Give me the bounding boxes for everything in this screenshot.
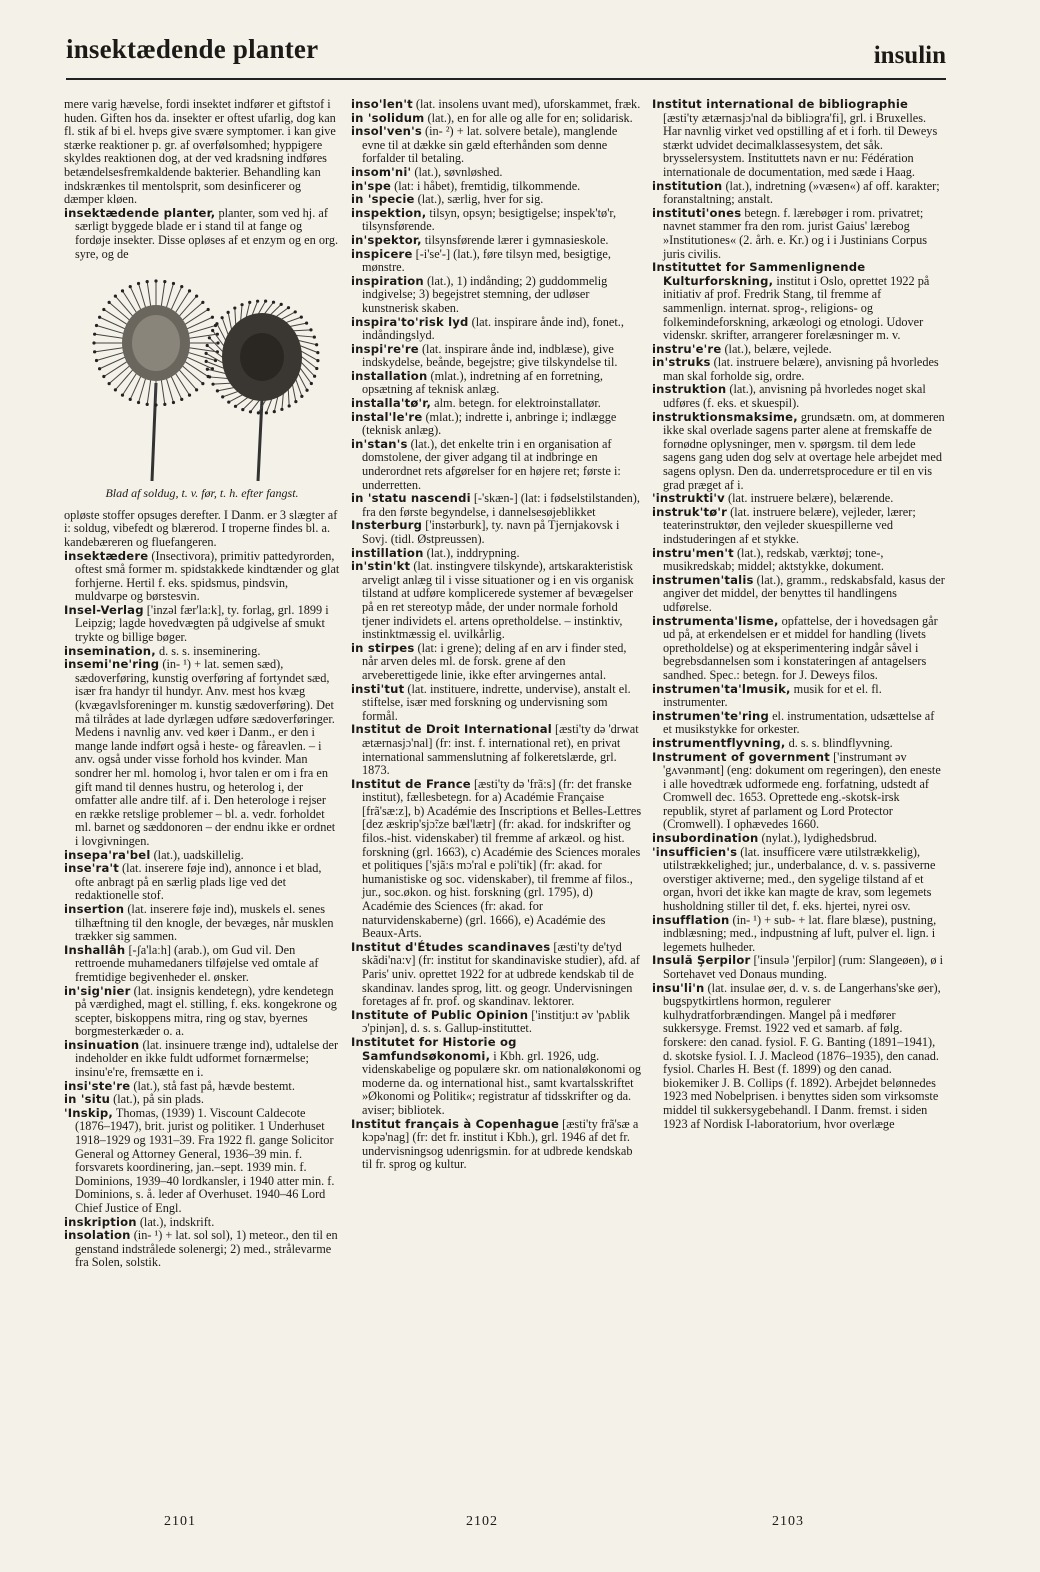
entry-text: [æsti'ty də 'drwat ætærnasjɔ'nal] (fr: inst. f. international ret), en privat international sammenslutning af folkeretslærde, grl. 1873.	[362, 722, 639, 778]
dictionary-entry	[652, 383, 946, 410]
entry-headword: in'sig'nier	[64, 983, 131, 998]
entry-text: d. s. s. inseminering.	[155, 643, 261, 658]
running-head-left: insektædende planter	[66, 34, 319, 64]
entry-headword: insubordination	[652, 831, 759, 846]
dictionary-entry	[652, 492, 946, 506]
entry-headword: insinuation	[64, 1037, 140, 1052]
entry-headword: 'Inskip,	[64, 1105, 114, 1120]
dictionary-entry	[351, 343, 643, 370]
entry-text: mere varig hævelse, fordi insektet indfører et giftstof i huden. Giften hos da. insekter er oftest ufarlig, dog kan fl. stik af bi el. hveps give svære symptomer. i kan give stærke reaktioner p. gr. af overfølsomhed; hyppigere skyldes reaktionen dog, at der ved kradsning indføres betændelsesfremkaldende bakterier. Behandling kan indskrænkes til mentolsprit, som desinficerer og dæmper kløen.	[64, 98, 336, 207]
entry-headword: Insulă Şerpilor	[652, 953, 751, 968]
entry-headword: insi'ste're	[64, 1078, 131, 1093]
dictionary-entry	[64, 985, 340, 1039]
dictionary-entry	[351, 98, 643, 112]
entry-text: (lat.), særlig, hver for sig.	[414, 192, 544, 207]
entry-text: [-ʃa'laːh] (arab.), om Gud vil. Den rettroende muhamedaners tilføjelse ved omtale af fremtidige begivenheder el. ønsker.	[75, 942, 319, 984]
page-number-center: 2102	[466, 1514, 498, 1529]
entry-text: opløste stoffer opsuges derefter. I Danm. er 3 slægter af i: soldug, vibefedt og blærerod. I troperne findes bl. a. kandebæreren og fluefangeren.	[64, 507, 338, 549]
entry-headword: Institute of Public Opinion	[351, 1007, 529, 1022]
dictionary-entry	[64, 604, 340, 645]
dictionary-entry	[351, 723, 643, 777]
entry-text: (lat.), indretning (»væsen«) af off. karakter; foranstaltning; anstalt.	[663, 178, 940, 207]
dictionary-entry	[652, 954, 946, 981]
dictionary-entry	[351, 1036, 643, 1118]
dictionary-entry	[652, 832, 946, 846]
dictionary-entry	[64, 903, 340, 944]
entry-text: ['institju:t əv 'pʌblik ɔ'pinjən], d. s. s. Gallup-instituttet.	[362, 1007, 630, 1036]
dictionary-entry	[64, 1107, 340, 1216]
entry-text: (lat.), på sin plads.	[110, 1092, 205, 1107]
dictionary-entry	[351, 683, 643, 724]
entry-text: (lat.), uadskillelig.	[150, 847, 244, 862]
entry-text: (lat. insufficere være utilstrækkelig), utilstrækkelighed; jur., underbalance, d. v. s. passiverne overstiger aktiverne; med., den sygelige tilstand af et organ, hvori det ikke kan magte de krav, som legemets husholdning stiller til det, f. eks. hjertei, nyrei osv.	[663, 844, 936, 914]
dictionary-entry	[64, 98, 340, 207]
entry-text: tilsynsførende lærer i gymnasieskole.	[421, 232, 609, 247]
dictionary-entry	[652, 710, 946, 737]
entry-headword: insertion	[64, 901, 125, 916]
entry-text: (in- ²) + lat. solvere betale), manglende evne til at dække sin gæld efterhånden som denne forfalder til betaling.	[362, 124, 618, 166]
dictionary-entry	[64, 658, 340, 848]
dictionary-entry	[351, 438, 643, 492]
column-2	[351, 98, 643, 1498]
entry-headword: Institut international de bibliographie	[652, 98, 909, 111]
dictionary-entry	[652, 914, 946, 955]
dictionary-entry	[351, 234, 643, 248]
dictionary-entry	[64, 509, 340, 550]
entry-text: ['insulə 'ʃerpilor] (rum: Slangeøen), ø i Sortehavet ved Donaus munding.	[663, 953, 944, 981]
entry-text: (mlat.), indretning af en forretning, opsætning af teknisk anlæg.	[362, 368, 603, 397]
entry-text: (lat. insinuere trænge ind), udtalelse der indeholder en ikke fuldt udformet fornærmelse; insinu'e're, fremsætte en i.	[75, 1037, 339, 1080]
entry-headword: insektædere	[64, 548, 149, 563]
entry-text: (in- ¹) + sub- + lat. flare blæse), pustning, indblæsning; med., indpustning af luft, pulver el. lign. i legemets hulheder.	[663, 912, 937, 954]
dictionary-entry	[64, 862, 340, 903]
entry-text: (in- ¹) + lat. semen sæd), sædoverføring, kunstig overføring af fortyndet sæd, især fra handyr til hundyr. Anv. mest hos kvæg (kvægavlsforeninger m. kunstig sædoverføring). Det må tilrådes at lade dyrlægen udføre sædoverføringer. Medens i navnlig anv. ved køer i Danm., er den i mange lande indført også i heste- og fåreavlen. – i anv. også under visse forhold hos kvinder. Man sondrer her ml. homolog i, hvor talen er om i fra en gift mand til dennes hustru, og heterolog i, der omfatter alle andre tilf. af i. Den heterologe i rejser en række retslige problemer – bl. a. vedr. forholdet ml. barnet og sæddonoren – der endnu ikke er ordnet i lovgivningen.	[75, 657, 336, 848]
dictionary-entry	[652, 846, 946, 914]
entry-headword: 'insufficien's	[652, 844, 738, 859]
entry-headword: in 'specie	[351, 192, 415, 207]
entry-text: [æsti'ty de'tyd skãdi'na:v] (fr: institut for skandinaviske studier), afd. af Paris' univ. oprettet 1922 for at udbrede kendskab til de skandinav. landes sprog, litt. og geogr. Undervisningen foretages af fr. prof. og skandinav. lektorer.	[362, 939, 640, 1009]
entry-headword: instruktionsmaksime,	[652, 409, 798, 424]
dictionary-entry	[64, 944, 340, 985]
entry-text: (lat. inspirare ånde ind), fonet., indåndingslyd.	[362, 314, 624, 343]
entry-headword: Institut d'Études scandinaves	[351, 939, 551, 954]
entry-text: (lat.), belære, vejlede.	[721, 341, 832, 356]
entry-headword: instrumentflyvning,	[652, 735, 786, 750]
entry-headword: inspicere	[351, 246, 413, 261]
dictionary-entry	[351, 316, 643, 343]
column-3	[652, 98, 946, 1498]
entry-headword: inspektion,	[351, 205, 427, 220]
entry-headword: instrumen'talis	[652, 572, 754, 587]
dictionary-entry	[351, 397, 643, 411]
entry-headword: Instrument of government	[652, 749, 830, 764]
entry-text: (lat.), gramm., redskabsfald, kasus der angiver det middel, der benyttes til handlingens udførelse.	[663, 572, 945, 614]
dictionary-entry	[351, 248, 643, 275]
running-head-right: insulin	[873, 42, 946, 69]
entry-text: (lat. inspirare ånde ind, indblæse), give indskydelse, beånde, begejstre; give tilskyndelse til.	[362, 341, 618, 370]
entry-headword: in'struks	[652, 355, 711, 370]
entry-text: tilsyn, opsyn; besigtigelse; inspek'tø'r, tilsynsførende.	[362, 205, 617, 234]
entry-text: [æsti'ty ætærnasjɔ'nal də bibliɔgra'fi], grl. i Bruxelles. Har navnlig virket ved opstilling af et i forh. til Deweys stærkt udvidet decimalklassesystem, det såk. brysselersystem. Instituttets navn er nu: Fédération internationale de documentation, med sæde i Haag.	[663, 110, 938, 179]
entry-headword: inso'len't	[351, 98, 413, 111]
dictionary-entry	[351, 519, 643, 546]
entry-text: (lat.), det enkelte trin i en organisation af domstolene, der giver adgang til at indbringe en underordnet rets afgørelser for en højere ret; første i: underretten.	[362, 436, 621, 492]
entry-text: (lat. instruere belære), vejleder, lærer; teaterinstruktør, den vejleder skuespillerne ved indstuderingen af et stykke.	[663, 504, 916, 546]
entry-headword: in'stin'kt	[351, 559, 411, 574]
dictionary-entry	[351, 193, 643, 207]
page-number-left: 2101	[164, 1514, 196, 1529]
entry-headword: insemi'ne'ring	[64, 657, 160, 672]
entry-headword: insom'ni'	[351, 164, 412, 179]
entry-headword: Inshallâh	[64, 942, 126, 957]
dictionary-entry	[652, 683, 946, 710]
entry-text: (mlat.); indrette i, anbringe i; indlægge (teknisk anlæg).	[362, 409, 617, 438]
entry-text: institut i Oslo, oprettet 1922 på initiativ af prof. Fredrik Stang, til fremme af sammenlign. internat. sprog-, religions- og folkemindeforskning, arkæologi og etnologi. Udover videnskr. skrifter, arrangerer forelæsninger m. v.	[663, 273, 930, 343]
entry-headword: instrumen'te'ring	[652, 708, 769, 723]
entry-headword: installa'tø'r,	[351, 396, 432, 411]
entry-text: (lat. instingvere tilskynde), artskarakteristisk arveligt anlæg til i visse situationer og i en vis organisk tilstand at udføre komplicerede systemer af bevægelser på en ret stereotyp måde, der under normale forhold tjener individets el. artens opretholdelse. – instinktiv, instinktmæssig el. uvilkårlig.	[362, 559, 634, 642]
entry-headword: instal'le're	[351, 409, 423, 424]
entry-text: [æsti'ty də 'frã:s] (fr: det franske institut), fællesbetegn. for a) Académie Française [frã'sæ:z], b) Académie des Inscriptions et Belles-Lettres [dez æskrip'sjɔ̃:ze bæl'lætr] (fr: akad. for indskrifter og filos.-hist. videnskaber) til fremme af arkæol. og hist. forskning (grl. 1663), c) Académie des Sciences morales et politiques ['sjã:s mɔ'ral e pɔli'tik] (fr: akad. for humanistiske og soc. videnskaber), til fremme af filos., jur., soc.økon. og hist. forskning (grl. 1795), d) Académie des Sciences (fr: akad. for naturvidenskaberne) (grl. 1666), e) Académie des Beaux-Arts.	[362, 776, 642, 941]
figure-caption: Blad af soldug, t. v. før, t. h. efter fangst.	[105, 486, 299, 501]
entry-text: (lat.), stå fast på, hævde bestemt.	[130, 1078, 295, 1093]
dictionary-entry	[652, 751, 946, 833]
entry-text: (lat. insignis kendetegn), ydre kendetegn på værdighed, magt el. stilling, f. eks. kongekrone og scepter, biskoppens mitra, ring og stav, byernes borgmesterkæder o. a.	[75, 983, 337, 1039]
dictionary-entry	[351, 411, 643, 438]
entry-headword: instru'e're	[652, 341, 722, 356]
entry-headword: inspiration	[351, 273, 424, 288]
dictionary-entry	[652, 982, 946, 1132]
entry-headword: installation	[351, 368, 428, 383]
entry-text: i Kbh. grl. 1926, udg. videnskabelige og populære skr. om nationaløkonomi og moderne da. og international hist., samt kvartalsskriftet »Økonomi og Politik«; registratur af tidsskrifter og da. aviser; bibliotek.	[362, 1048, 642, 1117]
entry-headword: inskription	[64, 1214, 137, 1229]
dictionary-entry	[652, 411, 946, 493]
entry-headword: instru'men't	[652, 545, 734, 560]
dictionary-entry	[351, 778, 643, 941]
dictionary-entry	[652, 547, 946, 574]
dictionary-entry	[652, 207, 946, 261]
entry-headword: in 'statu nascendi	[351, 491, 471, 506]
entry-text: (lat. instruere belære), anvisning på hvorledes man skal forholde sig, ordre.	[663, 355, 939, 383]
dictionary-entry	[64, 207, 340, 261]
dictionary-entry	[64, 849, 340, 863]
entry-text: grundsætn. om, at dommeren ikke skal overlade sagens parter alene at fremskaffe de fornødne oplysninger, men v. spørgsm. til dem lede sagens gang uden dog selv at overtage hele arbejdet med sagens oplysn. Den da. underretsprocedure er til en vis grad præget af i.	[663, 409, 945, 492]
entry-headword: insufflation	[652, 912, 730, 927]
entry-text: (lat.), redskab, værktøj; tone-, musikredskab; middel; aktstykke, dokument.	[663, 545, 884, 574]
entry-text: (lat.), inddrypning.	[423, 545, 520, 560]
entry-text: (lat.), 1) indånding; 2) guddommelig indgivelse; 3) begejstret stemning, der udløser kunstnerisk skaben.	[362, 273, 608, 315]
entry-text: (Insectivora), primitiv pattedyrorden, oftest små former m. spidstakkede kindtænder og glat forhjerne. Hertil f. eks. spidsmus, pindsvin, muldvarpe og børstesvin.	[75, 548, 340, 604]
entry-text: alm. betegn. for elektroinstallatør.	[431, 396, 601, 411]
entry-text: (lat. inserere føje ind), muskels el. senes tilhæftning til den knogle, der bevæges, når musklen trækker sig sammen.	[75, 901, 334, 944]
sundew-leaf-after	[205, 300, 320, 481]
entry-text: (lat: i håbet), fremtidig, tilkommende.	[391, 178, 581, 193]
entry-text: betegn. f. lærebøger i rom. privatret; navnet stammer fra den rom. jurist Gaius' lærebog »Institutiones« (2. årh. e. Kr.) og i i Justinians Corpus juris civilis.	[663, 205, 928, 261]
entry-text: (lat. instituere, indrette, undervise), anstalt el. stiftelse, især med forskning og undervisning som formål.	[362, 681, 631, 723]
entry-text: ['instərburk], ty. navn på Tjernjakovsk i Sovj. (tidl. Østpreussen).	[362, 518, 620, 546]
entry-text: (lat.), en for alle og alle for en; solidarisk.	[424, 110, 633, 125]
entry-headword: instruk'tø'r	[652, 504, 728, 519]
dictionary-entry	[351, 941, 643, 1009]
entry-headword: instituti'ones	[652, 205, 742, 220]
dictionary-entry	[351, 207, 643, 234]
dictionary-entry	[652, 180, 946, 207]
entry-headword: insemination,	[64, 643, 156, 658]
dictionary-entry	[351, 1009, 643, 1036]
entry-text: (lat. inserere føje ind), annonce i et blad, ofte anbragt på en særlig plads lige ved det redaktionelle stof.	[75, 861, 322, 903]
dictionary-entry	[64, 1216, 340, 1230]
dictionary-entry	[652, 261, 946, 343]
entry-text: ['inzəl fær'la:k], ty. forlag, grl. 1899 i Leipzig; lagde hovedvægten på udgivelse af smukt trykte og billige bøger.	[75, 602, 329, 645]
dictionary-entry	[64, 1229, 340, 1270]
entry-text: [-'skæn-] (lat: i fødselstilstanden), fra den første begyndelse, i dannelsesøjeblikket	[362, 491, 640, 519]
entry-headword: Insel-Verlag	[64, 602, 144, 617]
entry-headword: in stirpes	[351, 640, 415, 655]
dictionary-entry	[64, 645, 340, 659]
dictionary-entry	[351, 112, 643, 126]
dictionary-entry	[351, 275, 643, 316]
entry-headword: inspira'to'risk lyd	[351, 314, 469, 329]
entry-text: planter, som ved hj. af særligt byggede blade er i stand til at fange og fordøje insekter. Disse opløses af et enzym og en org. syre, og de	[75, 205, 339, 261]
dictionary-entry	[351, 1118, 643, 1172]
dictionary-entry	[351, 370, 643, 397]
dictionary-entry	[652, 615, 946, 683]
entry-headword: insti'tut	[351, 681, 405, 696]
entry-headword: in 'situ	[64, 1092, 111, 1107]
entry-headword: in'spektor,	[351, 232, 422, 247]
running-header	[66, 34, 946, 80]
dictionary-entry	[351, 560, 643, 642]
entry-headword: insepa'ra'bel	[64, 847, 151, 862]
entry-headword: institution	[652, 178, 723, 193]
entry-headword: Insterburg	[351, 518, 423, 533]
sundew-leaf-before	[92, 280, 219, 482]
entry-text: (lat.), anvisning på hvorledes noget skal udføres (f. eks. et skuespil).	[663, 382, 926, 411]
dictionary-entry	[351, 547, 643, 561]
dictionary-entry	[351, 492, 643, 519]
entry-text: el. instrumentation, udsættelse af et musikstykke for orkester.	[663, 708, 935, 737]
entry-headword: Institutet for Historie og Samfundsøkonomi,	[351, 1034, 517, 1063]
entry-headword: Institut de France	[351, 776, 471, 791]
entry-headword: instrumenta'lisme,	[652, 613, 779, 628]
entry-text: [æsti'ty frã'sæ a kɔpə'nag] (fr: det fr. institut i Kbh.), grl. 1946 af det fr. undervisningsog udenrigsmin. for at udbrede kendskab til fr. sprog og kultur.	[362, 1116, 639, 1172]
entry-text: (lat.), indskrift.	[136, 1214, 215, 1229]
dictionary-entry	[652, 343, 946, 357]
dictionary-entry	[652, 737, 946, 751]
entry-text: ['instrumənt əv 'gʌvənmənt] (eng: dokument om regeringen), den eneste i alle hovedtræk udformede eng. forfatning, udstedt af Cromwell dec. 1653. Oprettede eng.-skotsk-irsk republik, styret af parlament og Lord Protector (Cromwell). I ophævedes 1660.	[663, 749, 941, 832]
entry-headword: insektædende planter,	[64, 205, 216, 220]
entry-headword: 'instrukti'v	[652, 491, 725, 506]
entry-text: (lat. insulae øer, d. v. s. de Langerhans'ske øer), bugspytkirtlens hormon, regulerer kulhydratforbrændingen. Mangel på i medfører sukkersyge. Fremst. 1922 ved et samarb. af følg. forskere: den canad. fysiol. F. G. Banting (1891–1941), d. skotske fysiol. I. J. Macleod (1876–1935), den canad. fysiol. Charles H. Best (f. 1899) og den canad. biokemiker J. B. Collips (f. 1892). Arbejdet belønnedes 1923 med Nobelprisen. i benyttes siden som virksomste middel til sukkersygebehandl. I Danm. fremst. i siden 1923 af Nordisk I-laboratorium, hvor overlæge	[663, 980, 941, 1131]
entry-headword: insol'ven's	[351, 124, 422, 139]
entry-headword: inspi're're	[351, 341, 419, 356]
entry-headword: instruktion	[652, 382, 727, 397]
dictionary-entry	[652, 506, 946, 547]
entry-text: (nylat.), lydighedsbrud.	[758, 831, 877, 846]
entry-text: (in- ¹) + lat. sol sol), 1) meteor., den til en genstand indstrålede solenergi; 2) med., strålevarme fra Solen, solstik.	[75, 1228, 338, 1270]
sundew-figure	[64, 271, 340, 481]
entry-headword: Institut de Droit International	[351, 722, 552, 737]
dictionary-entry	[351, 180, 643, 194]
entry-headword: Instituttet for Sammenlignende Kulturforskning,	[652, 260, 866, 288]
dictionary-entry	[351, 166, 643, 180]
entry-text: opfattelse, der i hovedsagen går ud på, at erkendelsen er et middel for handling (livets opretholdelse) og at eksperimentering indgår såvel i begrebsdannelsen som i konstateringen af antagelsers sandhed. Spec.: betegn. for J. Deweys filos.	[663, 613, 938, 682]
entry-headword: in 'solidum	[351, 110, 425, 125]
entry-text: d. s. s. blindflyvning.	[785, 735, 893, 750]
entry-text: (lat.), søvnløshed.	[411, 164, 503, 179]
dictionary-entry	[652, 98, 946, 180]
entry-headword: Institut français à Copenhague	[351, 1116, 560, 1131]
entry-text: (lat. instruere belære), belærende.	[724, 491, 894, 506]
dictionary-entry	[652, 356, 946, 383]
entry-headword: insolation	[64, 1228, 131, 1243]
entry-headword: instillation	[351, 545, 424, 560]
dictionary-entry	[64, 1039, 340, 1080]
dictionary-entry	[64, 1093, 340, 1107]
dictionary-entry	[351, 125, 643, 166]
entry-text: musik for et el. fl. instrumenter.	[663, 681, 882, 710]
dictionary-entry	[64, 550, 340, 604]
entry-text: (lat: i grene); deling af en arv i finder sted, når arven deles ml. de forsk. grene af den arveberettigede linie, ikke efter arvingernes antal.	[362, 640, 627, 682]
dictionary-entry	[351, 642, 643, 683]
column-1	[64, 98, 340, 1498]
entry-text: Thomas, (1939) 1. Viscount Caldecote (1876–1947), brit. jurist og politiker. 1 Underhuset 1918–1929 og 1931–39. Fra 1922 fl. gange Solicitor General og Attorney General, 1936–39 min. f. forsvarets koordinering, jan.–sept. 1939 min. f. Dominions, 1939–40 lordkansler, i 1940 atter min. f. Dominions, s. å. leder af Overhuset. 1940–46 Lord Chief Justice of Engl.	[75, 1105, 335, 1215]
entry-text: [-i'se'-] (lat.), føre tilsyn med, besigtige, mønstre.	[362, 246, 611, 275]
entry-headword: insu'li'n	[652, 980, 705, 995]
dictionary-entry	[652, 574, 946, 615]
entry-headword: instrumen'ta'lmusik,	[652, 681, 791, 696]
entry-headword: inse'ra't	[64, 861, 119, 876]
page-number-right: 2103	[772, 1514, 804, 1529]
entry-text: (lat. insolens uvant med), uforskammet, fræk.	[412, 98, 641, 111]
entry-headword: in'stan's	[351, 436, 408, 451]
entry-headword: in'spe	[351, 178, 392, 193]
dictionary-entry	[64, 1080, 340, 1094]
